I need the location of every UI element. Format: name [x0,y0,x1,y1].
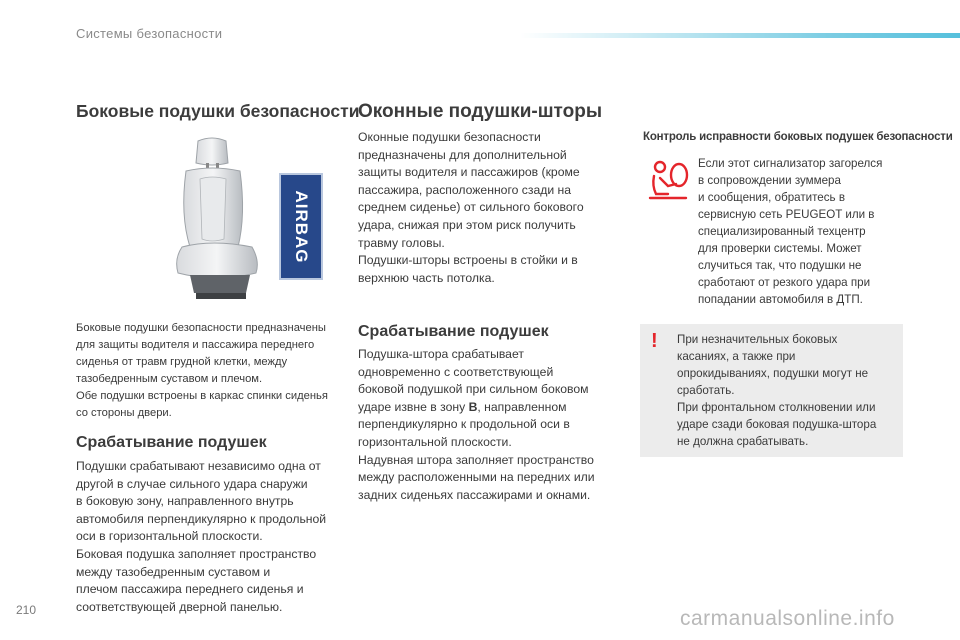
curtain-airbags-intro [358,129,584,287]
text-line: предназначены для дополнительной [358,147,567,162]
text-line: перпендикулярно к продольной оси в [358,417,570,432]
text-line: не должна срабатывать. [677,435,809,448]
text-line: со стороны двери. [76,407,172,419]
header-accent-bar [520,33,960,38]
text-line: другой в случае сильного удара снаружи [76,476,308,491]
text-line: верхнюю часть потолка. [358,270,495,285]
text-line: случиться так, что подушки не [698,259,862,272]
text-line: соответствующей дверной панелью. [76,599,283,614]
text-line: одновременно с соответствующей [358,364,554,379]
section-header: Системы безопасности [76,26,223,41]
text-fragment: , направленном [477,399,567,414]
text-line: сработают от резкого удара при [698,276,871,289]
text-line: Боковая подушка заполняет пространство [76,546,317,561]
text-line: сработать. [677,384,735,397]
text-line: Подушки срабатывают независимо одна от [76,459,321,473]
text-line: попадании автомобиля в ДТП. [698,293,863,306]
text-line: тазобедренным суставом и плечом. [76,373,263,385]
text-line: При фронтальном столкновении или [677,401,876,414]
curtain-deployment-body [358,346,595,504]
text-line: специализированный техцентр [698,225,866,238]
text-line: пассажира, расположенного сзади на [358,182,572,197]
note-text [677,331,876,450]
text-line: автомобиля перпендикулярно к продольной [76,511,327,526]
text-line: Обе подушки встроены в каркас спинки сиденья [76,390,328,402]
text-line: касаниях, а также при [677,350,796,363]
airbag-badge [279,173,323,280]
exclamation-icon: ! [651,330,658,352]
text-line: и сообщения, обратитесь в [698,191,845,204]
text-line: сиденья от травм грудной клетки, между [76,356,288,368]
text-line: сервисную сеть PEUGEOT или в [698,208,875,221]
text-line: в боковую зону, направленного внутрь [76,494,294,509]
text-line: боковой подушкой при сильном боковом [358,382,589,397]
text-line: задних сиденьях пассажирами и окнами. [358,487,591,502]
curtain-airbags-title: Оконные подушки-шторы [358,101,603,122]
zone-label: B [468,399,478,414]
text-fragment: ударе извне в зону [358,399,469,414]
side-airbags-title: Боковые подушки безопасности [76,101,360,121]
text-line: среднем сиденье) от сильного бокового [358,200,584,215]
text-line: для проверки системы. Может [698,242,862,255]
text-line: удара, снижая при этом риск получить [358,217,576,232]
text-line: травму головы. [358,235,445,250]
text-line: ударе сзади боковая подушка-штора [677,418,877,431]
text-line: для защиты водителя и пассажира переднего [76,339,315,351]
watermark: carmanualsonline.info [680,607,895,630]
text-line: Надувная штора заполняет пространство [358,452,594,467]
curtain-deployment-subtitle: Срабатывание подушек [358,323,549,340]
page-number: 210 [16,603,37,617]
text-line: оси в горизонтальной плоскости. [76,529,263,544]
text-line: между расположенными на передних или [358,470,595,485]
text-line: Оконные подушки безопасности [358,130,541,144]
airbag-warning-icon [646,158,690,202]
text-line: горизонтальной плоскости. [358,434,512,449]
text-line: плечом пассажира переднего сиденья и [76,582,304,597]
airbag-warning-text [698,155,882,308]
seat-illustration [160,135,280,305]
text-line: опрокидываниях, подушки могут не [677,367,869,380]
text-line: защиты водителя и пассажиров (кроме [358,165,580,180]
airbag-check-title: Контроль исправности боковых подушек безопасности [643,131,953,143]
text-line: Подушки-шторы встроены в стойки и в [358,253,578,268]
text-line: Если этот сигнализатор загорелся [698,157,883,170]
text-line: При незначительных боковых [677,333,838,346]
side-deployment-body [76,458,326,616]
text-line [358,399,595,417]
text-line: Подушка-штора срабатывает [358,347,524,361]
side-airbags-intro [76,320,328,422]
text-line: между тазобедренным суставом и [76,564,271,579]
text-line: Боковые подушки безопасности предназначены [76,322,326,334]
text-line: в сопровождении зуммера [698,174,841,187]
airbag-badge-text: AIRBAG [292,189,311,264]
side-deployment-subtitle: Срабатывание подушек [76,434,267,451]
